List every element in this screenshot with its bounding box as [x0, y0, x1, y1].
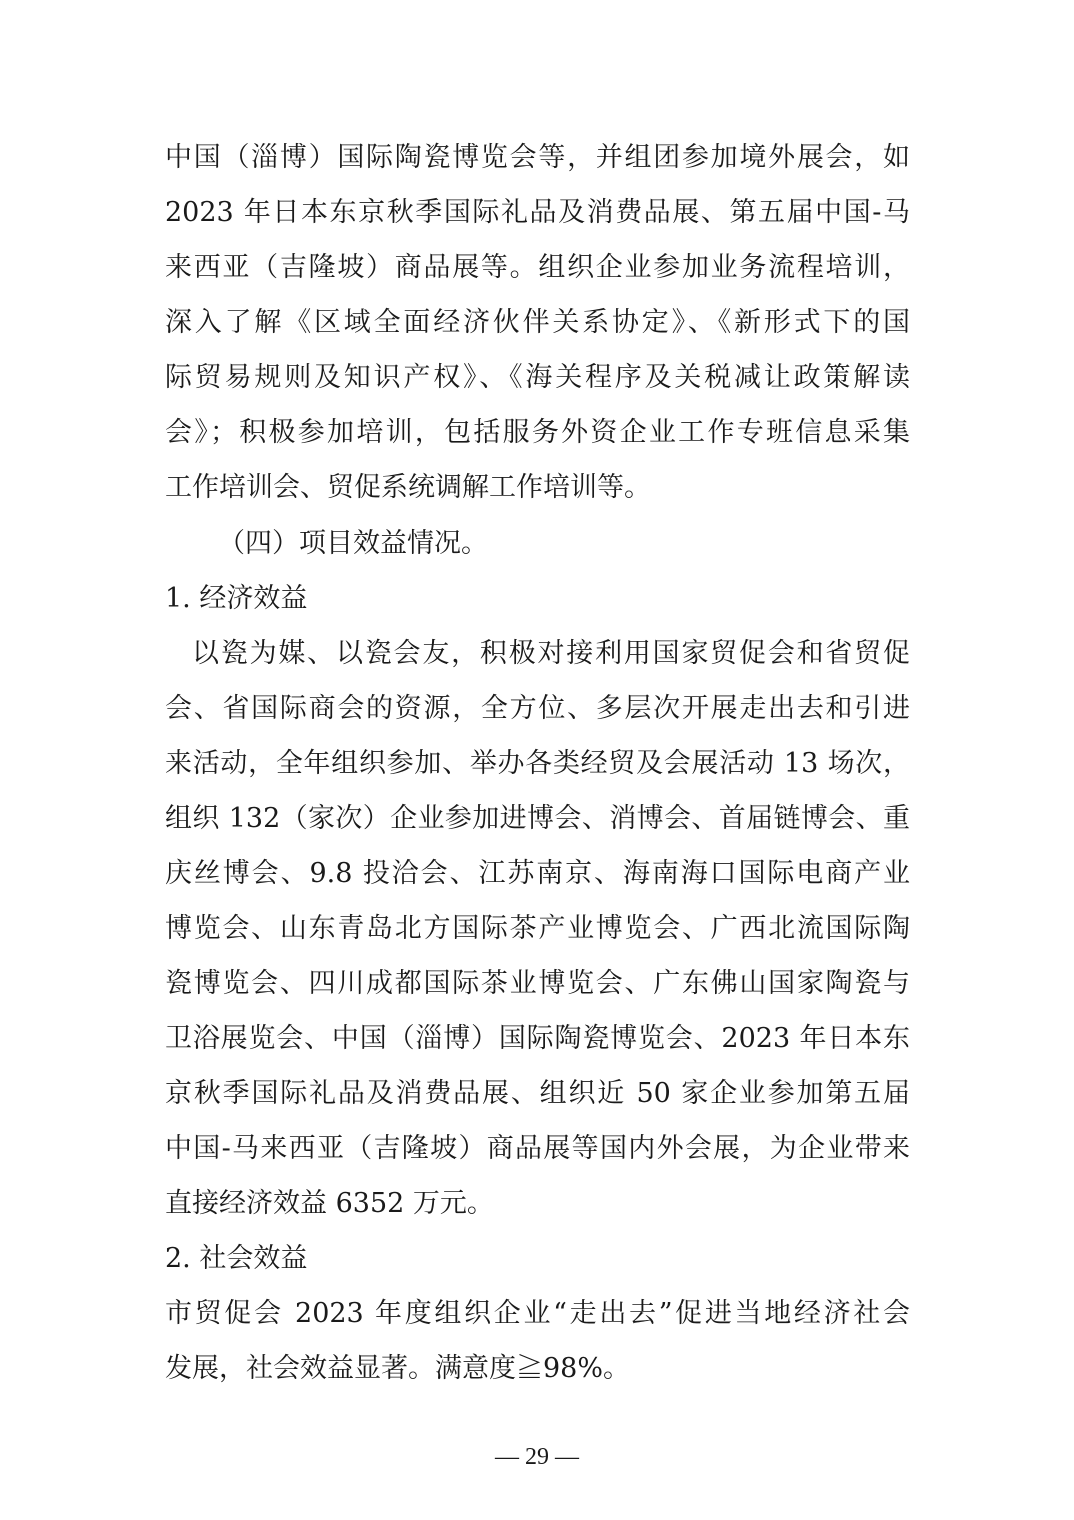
paragraph-line: 组织 132（家次）企业参加进博会、消博会、首届链博会、重 [165, 803, 910, 834]
paragraph-line: 会》；积极参加培训，包括服务外资企业工作专班信息采集 [165, 417, 910, 448]
paragraph-line: 际贸易规则及知识产权》、《海关程序及关税减让政策解读 [165, 362, 910, 393]
page-number: — 29 — [495, 1444, 579, 1470]
paragraph-line: 卫浴展览会、中国（淄博）国际陶瓷博览会、2023 年日本东 [165, 1023, 910, 1054]
paragraph-line: 以瓷为媒、以瓷会友，积极对接利用国家贸促会和省贸促 [192, 638, 910, 669]
paragraph-line: 来西亚（吉隆坡）商品展等。组织企业参加业务流程培训， [165, 252, 910, 283]
subsection-heading-social: 2. 社会效益 [165, 1243, 308, 1274]
paragraph-line: 瓷博览会、四川成都国际茶业博览会、广东佛山国家陶瓷与 [165, 968, 910, 999]
section-heading: （四）项目效益情况。 [218, 528, 488, 559]
paragraph-line: 直接经济效益 6352 万元。 [165, 1188, 494, 1219]
subsection-heading-economic: 1. 经济效益 [165, 583, 308, 614]
paragraph-line: 发展，社会效益显著。满意度≧98%。 [165, 1353, 631, 1384]
paragraph-line: 庆丝博会、9.8 投洽会、江苏南京、海南海口国际电商产业 [165, 858, 910, 889]
paragraph-line: 京秋季国际礼品及消费品展、组织近 50 家企业参加第五届 [165, 1078, 910, 1109]
paragraph-line: 工作培训会、贸促系统调解工作培训等。 [165, 472, 651, 503]
paragraph-line: 博览会、山东青岛北方国际茶产业博览会、广西北流国际陶 [165, 913, 910, 944]
paragraph-line: 深入了解《区域全面经济伙伴关系协定》、《新形式下的国 [165, 307, 910, 338]
paragraph-line: 会、省国际商会的资源，全方位、多层次开展走出去和引进 [165, 693, 910, 724]
paragraph-line: 2023 年日本东京秋季国际礼品及消费品展、第五届中国-马 [165, 197, 910, 228]
paragraph-line: 市贸促会 2023 年度组织企业“走出去”促进当地经济社会 [165, 1298, 910, 1329]
paragraph-line: 中国-马来西亚（吉隆坡）商品展等国内外会展，为企业带来 [165, 1133, 910, 1164]
paragraph-line: 来活动，全年组织参加、举办各类经贸及会展活动 13 场次， [165, 748, 910, 779]
paragraph-line: 中国（淄博）国际陶瓷博览会等，并组团参加境外展会，如 [165, 142, 910, 173]
